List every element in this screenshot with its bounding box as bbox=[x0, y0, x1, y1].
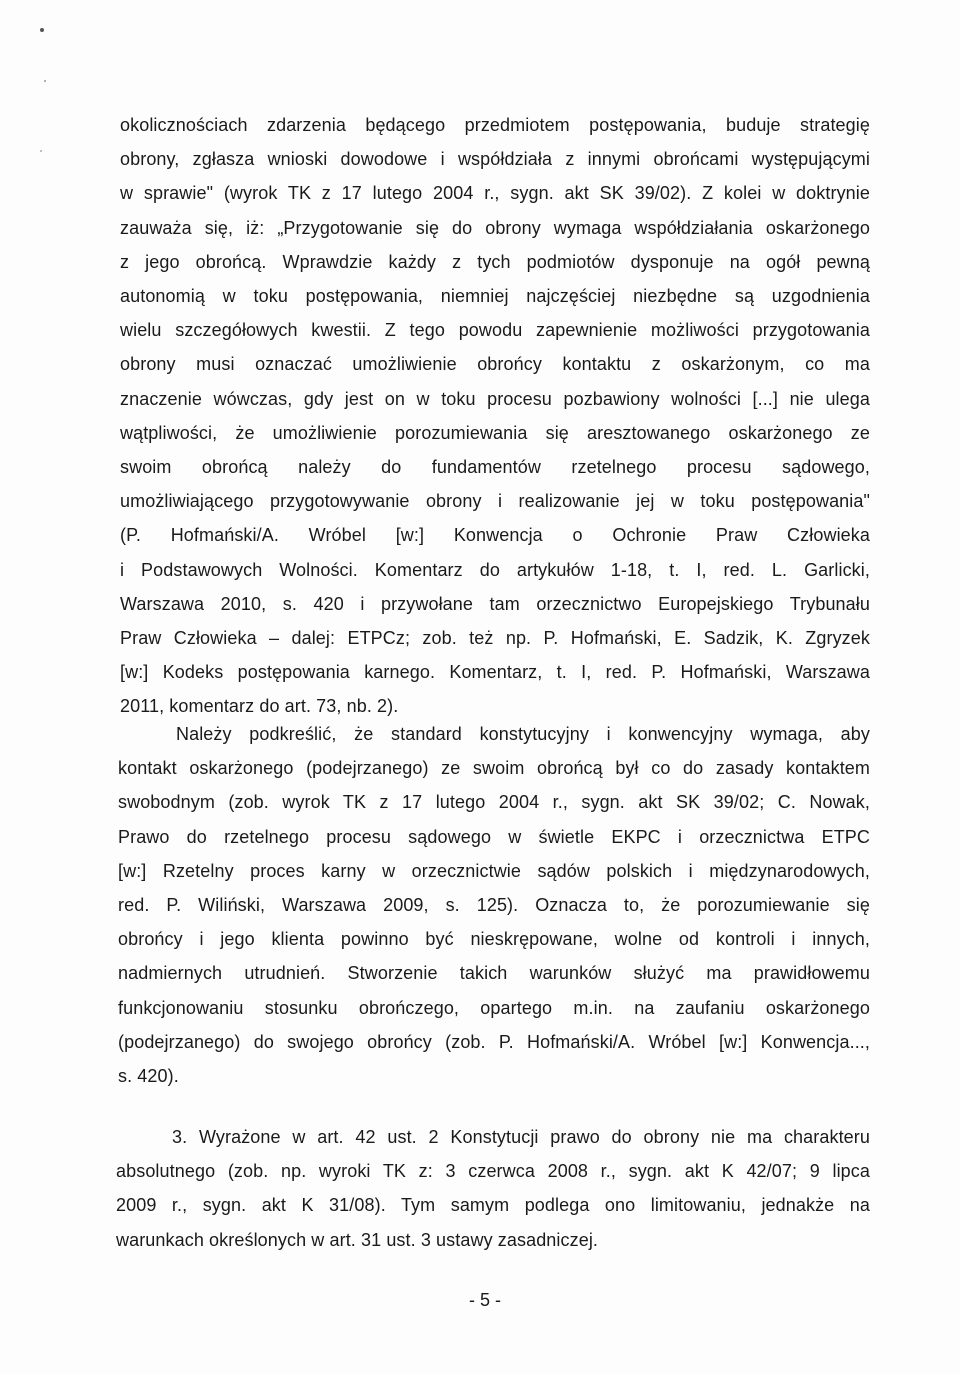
text-line: 2009 r., sygn. akt K 31/08). Tym samym podlega ono limitowaniu, jednakże na bbox=[116, 1195, 870, 1216]
text-line: Warszawa 2010, s. 420 i przywołane tam orzecznictwo Europejskiego Trybunału bbox=[120, 593, 870, 614]
scan-speck bbox=[44, 80, 46, 82]
text-line: znaczenie wówczas, gdy jest on w toku procesu pozbawiony wolności [...] nie ulega bbox=[120, 388, 870, 409]
scan-speck bbox=[40, 150, 42, 152]
text-line: obrony, zgłasza wnioski dowodowe i współdziała z innymi obrońcami występującymi bbox=[120, 149, 870, 170]
text-line: w sprawie" (wyrok TK z 17 lutego 2004 r., sygn. akt SK 39/02). Z kolei w doktrynie bbox=[120, 183, 870, 204]
paragraph-defense-cooperation bbox=[110, 108, 870, 724]
text-line: absolutnego (zob. np. wyroki TK z: 3 czerwca 2008 r., sygn. akt K 42/07; 9 lipca bbox=[116, 1161, 870, 1182]
text-line: swobodnym (zob. wyrok TK z 17 lutego 2004 r., sygn. akt SK 39/02; C. Nowak, bbox=[118, 792, 870, 813]
text-line: z jego obrońcą. Wprawdzie każdy z tych podmiotów dysponuje na ogół pewną bbox=[120, 251, 870, 272]
text-line: 2011, komentarz do art. 73, nb. 2). bbox=[120, 696, 399, 717]
text-line: Należy podkreślić, że standard konstytucyjny i konwencyjny wymaga, aby bbox=[176, 724, 870, 744]
scan-speck bbox=[40, 28, 44, 32]
text-line: red. P. Wiliński, Warszawa 2009, s. 125). Oznacza to, że porozumiewanie się bbox=[118, 895, 870, 916]
page-number: - 5 - bbox=[468, 1290, 501, 1310]
text-line: wątpliwości, że umożliwienie porozumiewania się aresztowanego oskarżonego ze bbox=[120, 422, 870, 443]
text-line: 3. Wyrażone w art. 42 ust. 2 Konstytucji prawo do obrony nie ma charakteru bbox=[172, 1127, 870, 1147]
text-line: obrony musi oznaczać umożliwienie obrońcy kontaktu z oskarżonym, co ma bbox=[120, 354, 870, 375]
text-line: (podejrzanego) do swojego obrońcy (zob. P. Hofmański/A. Wróbel [w:] Konwencja..., bbox=[118, 1031, 870, 1052]
text-line: wielu szczegółowych kwestii. Z tego powodu zapewnienie możliwości przygotowania bbox=[120, 320, 870, 341]
text-line: swoim obrońcą należy do fundamentów rzetelnego procesu sądowego, bbox=[120, 457, 870, 478]
text-line: funkcjonowaniu stosunku obrończego, opartego m.in. na zaufaniu oskarżonego bbox=[118, 997, 870, 1018]
text-line: Praw Człowieka – dalej: ETPCz; zob. też np. P. Hofmański, E. Sadzik, K. Zgryzek bbox=[120, 628, 870, 649]
text-line: [w:] Kodeks postępowania karnego. Komentarz, t. I, red. P. Hofmański, Warszawa bbox=[120, 662, 870, 683]
text-line: nadmiernych utrudnień. Stworzenie takich warunków służyć ma prawidłowemu bbox=[118, 963, 870, 984]
text-line: zauważa się, iż: „Przygotowanie się do obrony wymaga współdziałania oskarżonego bbox=[120, 217, 870, 238]
text-line: warunkach określonych w art. 31 ust. 3 ustawy zasadniczej. bbox=[116, 1229, 599, 1250]
text-line: kontakt oskarżonego (podejrzanego) ze swoim obrońcą był co do zasady kontaktem bbox=[118, 758, 870, 779]
text-line: autonomią w toku postępowania, niemniej najczęściej niezbędne są uzgodnienia bbox=[120, 286, 870, 307]
text-line: s. 420). bbox=[118, 1066, 179, 1087]
text-line: okolicznościach zdarzenia będącego przedmiotem postępowania, buduje strategię bbox=[120, 115, 870, 135]
text-line: [w:] Rzetelny proces karny w orzecznictwie sądów polskich i międzynarodowych, bbox=[118, 860, 870, 881]
text-line: (P. Hofmański/A. Wróbel [w:] Konwencja o Ochronie Praw Człowieka bbox=[120, 525, 870, 546]
paragraph-free-contact bbox=[110, 717, 870, 1093]
text-line: i Podstawowych Wolności. Komentarz do artykułów 1-18, t. I, red. L. Garlicki, bbox=[120, 559, 870, 580]
text-line: umożliwiającego przygotowywanie obrony i realizowanie jej w toku postępowania" bbox=[120, 491, 870, 512]
text-line: Prawo do rzetelnego procesu sądowego w świetle EKPC i orzecznictwa ETPC bbox=[118, 826, 870, 847]
paragraph-right-not-absolute bbox=[110, 1120, 870, 1257]
text-line: obrońcy i jego klienta powinno być nieskrępowane, wolne od kontroli i innych, bbox=[118, 929, 870, 950]
